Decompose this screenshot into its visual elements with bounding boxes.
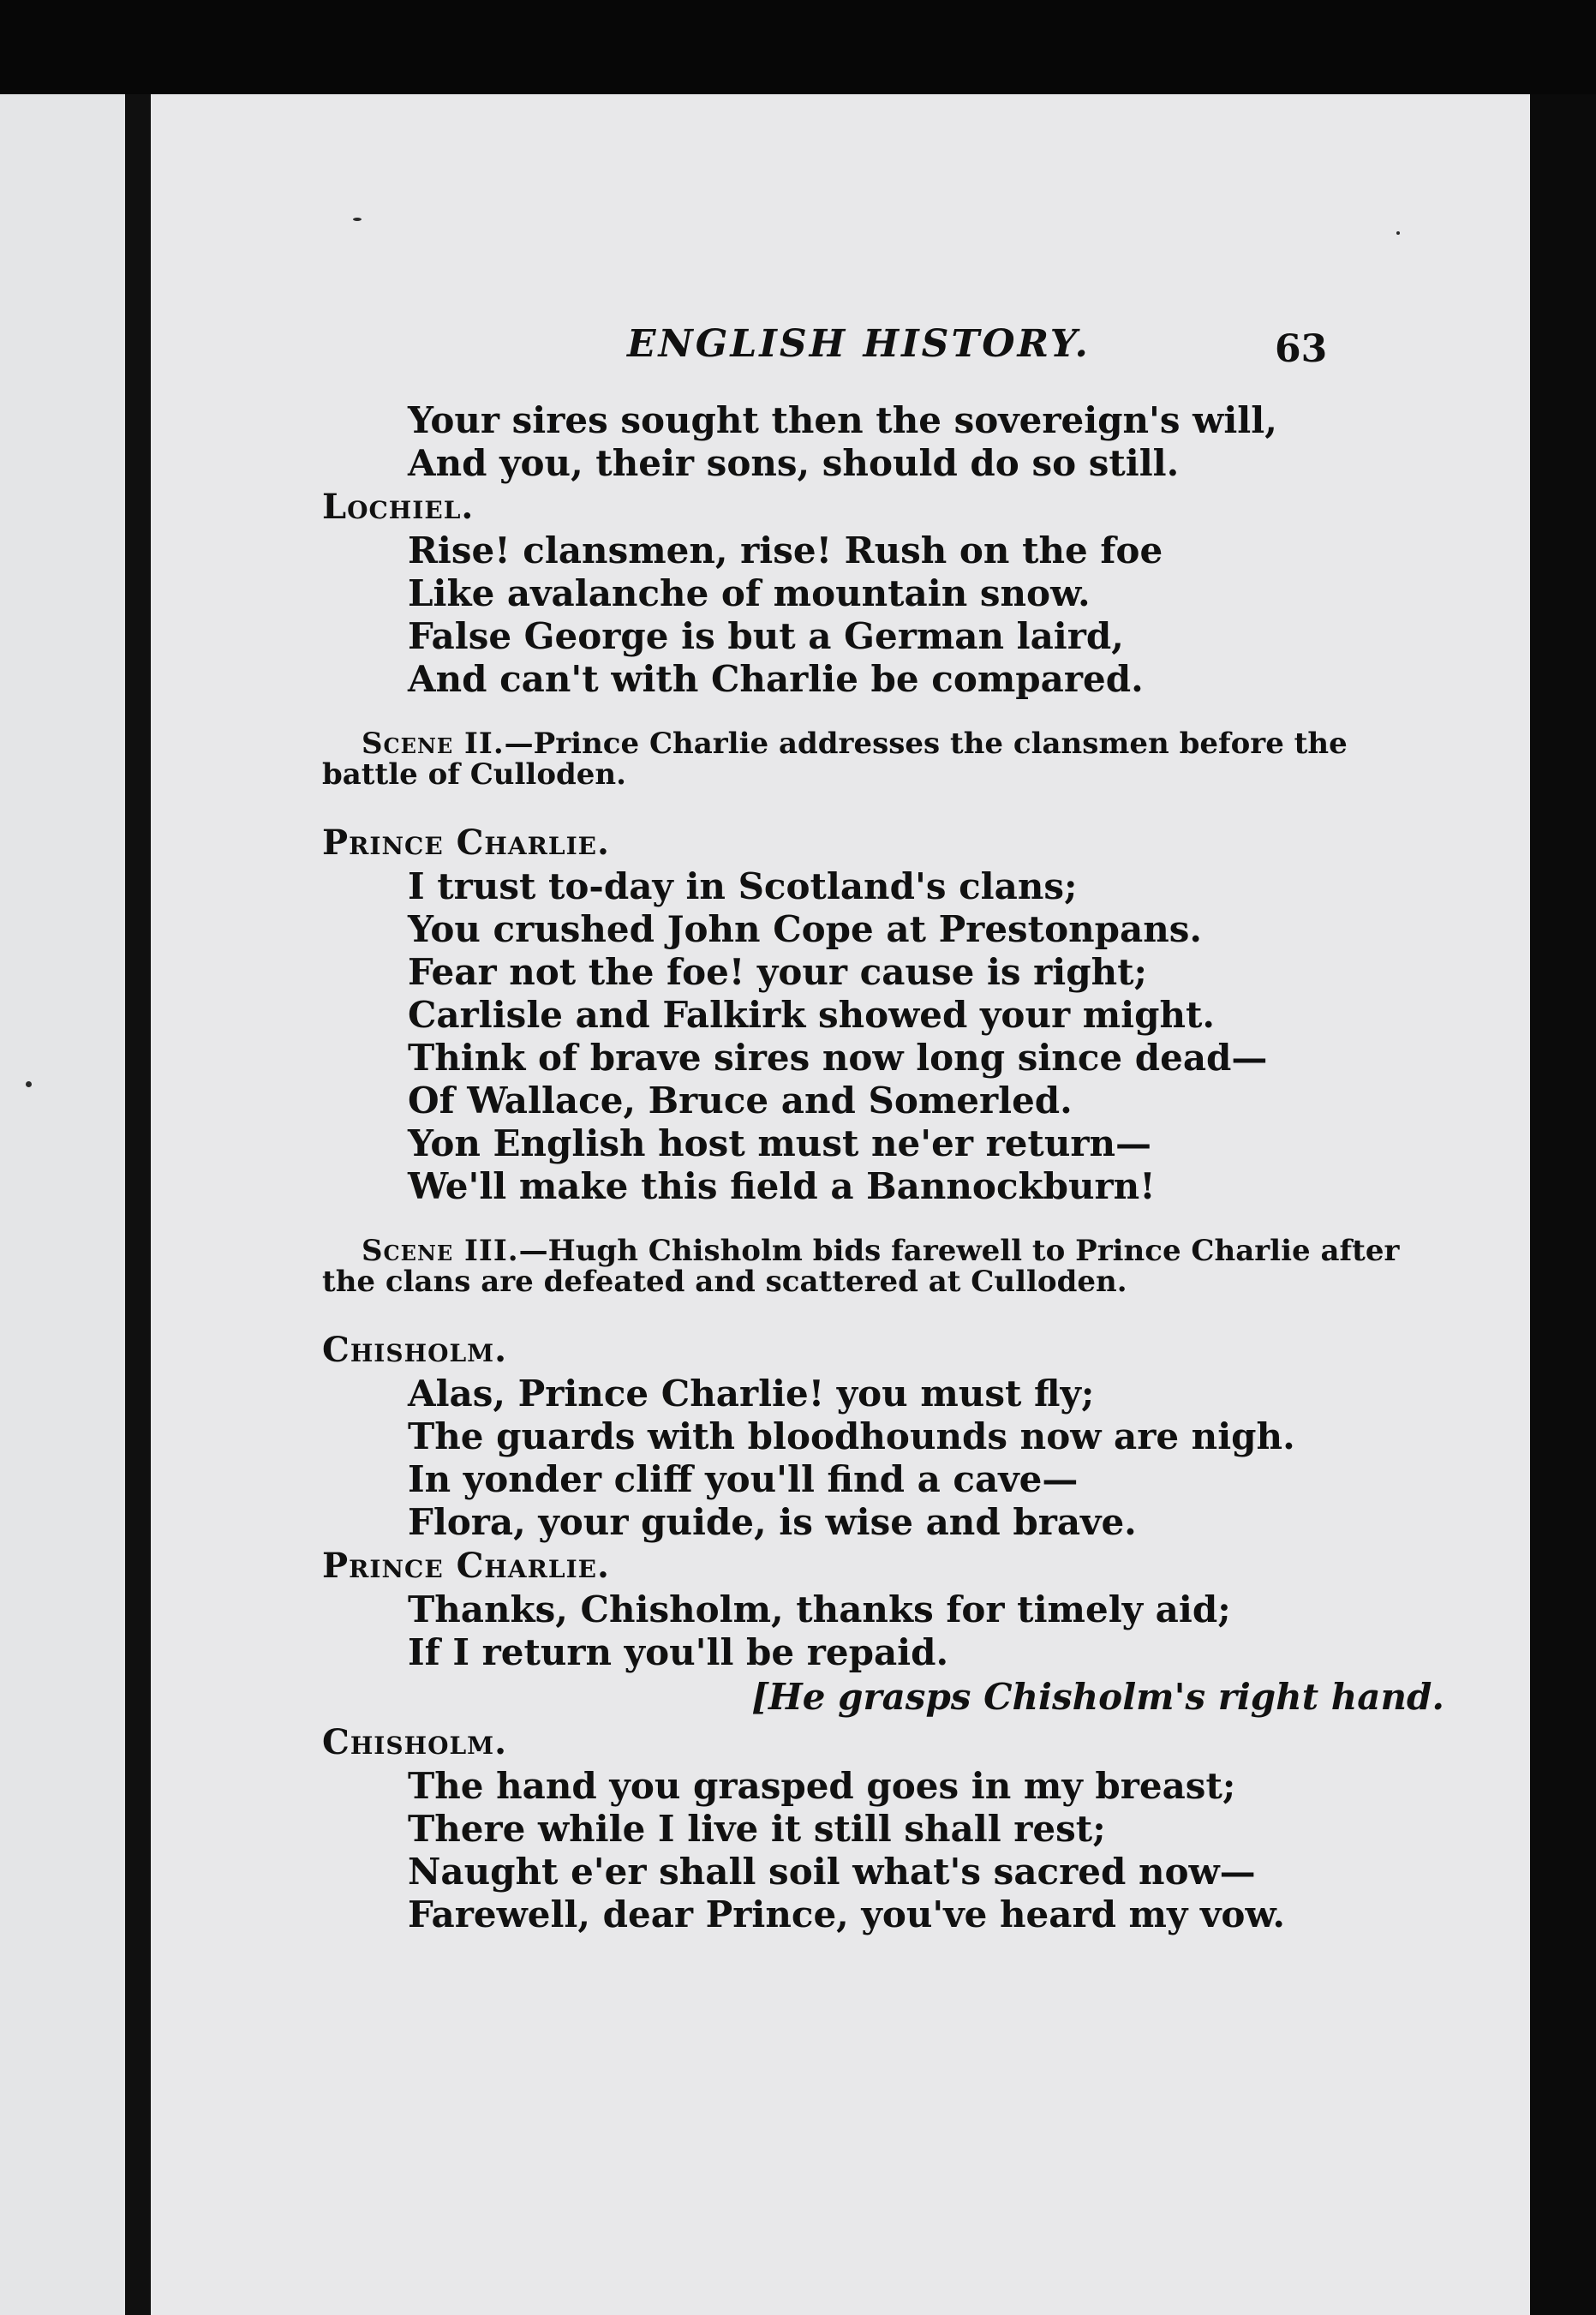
stage-direction: [He grasps Chisholm's right hand.: [751, 1676, 1444, 1718]
verse-line: The hand you grasped goes in my breast;: [408, 1765, 1236, 1807]
scene-heading: [322, 728, 1436, 790]
verse-line: Rise! clansmen, rise! Rush on the foe: [408, 529, 1163, 571]
verse-line: We'll make this field a Bannockburn!: [408, 1165, 1156, 1207]
verse-line: The guards with bloodhounds now are nigh.: [408, 1415, 1295, 1457]
book-page: [151, 94, 1530, 2315]
speaker-name: Prince Charlie.: [322, 1546, 610, 1586]
ink-speck: [353, 218, 362, 221]
verse-line: False George is but a German laird,: [408, 615, 1124, 657]
verse-line: Your sires sought then the sovereign's will,: [408, 399, 1277, 441]
verse-line: I trust to-day in Scotland's clans;: [408, 865, 1078, 907]
ink-speck: [26, 1081, 32, 1087]
verse-line: Fear not the foe! your cause is right;: [408, 951, 1148, 993]
page-number: 63: [1275, 327, 1328, 371]
verse-line: Of Wallace, Bruce and Somerled.: [408, 1080, 1073, 1122]
speaker-name: Chisholm.: [322, 1722, 508, 1762]
scene-label: Scene II.: [362, 727, 505, 761]
verse-line: Think of brave sires now long since dead—: [408, 1037, 1268, 1079]
speaker-name: Lochiel.: [322, 487, 475, 527]
verse-line: Flora, your guide, is wise and brave.: [408, 1501, 1137, 1543]
scene-description: —Hugh Chisholm bids farewell to Prince Charlie after the clans are defeated and scattered at Culloden.: [322, 1234, 1400, 1299]
verse-line: And you, their sons, should do so still.: [408, 442, 1180, 484]
right-background-edge: [1530, 94, 1596, 2315]
speech-block: [322, 529, 1444, 701]
verse-line: Alas, Prince Charlie! you must fly;: [408, 1373, 1095, 1415]
book-gutter: [125, 94, 151, 2315]
verse-line: Carlisle and Falkirk showed your might.: [408, 994, 1216, 1036]
verse-line: Like avalanche of mountain snow.: [408, 572, 1091, 614]
scene-description: —Prince Charlie addresses the clansmen before the battle of Culloden.: [322, 727, 1348, 792]
verse-line: Naught e'er shall soil what's sacred now—: [408, 1851, 1256, 1893]
left-page-edge: [0, 94, 125, 2315]
verse-continuation: [322, 399, 1444, 485]
speech-block: [322, 1373, 1444, 1544]
speech-block: [322, 1588, 1444, 1720]
verse-line: And can't with Charlie be compared.: [408, 658, 1144, 700]
page-header: [151, 322, 1530, 399]
verse-line: Farewell, dear Prince, you've heard my vow.: [408, 1893, 1285, 1935]
verse-line: There while I live it still shall rest;: [408, 1808, 1106, 1850]
speaker-name: Prince Charlie.: [322, 823, 610, 863]
verse-line: Thanks, Chisholm, thanks for timely aid;: [408, 1588, 1231, 1630]
running-title: ENGLISH HISTORY.: [627, 322, 1091, 366]
scene-heading: [322, 1235, 1436, 1297]
verse-line: Yon English host must ne'er return—: [408, 1122, 1152, 1164]
scene-label: Scene III.: [362, 1234, 519, 1268]
speaker-name: Chisholm.: [322, 1330, 508, 1370]
speech-block: [322, 1765, 1444, 1936]
verse-line: In yonder cliff you'll find a cave—: [408, 1458, 1079, 1500]
ink-speck: [1396, 231, 1400, 235]
verse-line: If I return you'll be repaid.: [408, 1631, 949, 1673]
text-column: [322, 399, 1444, 1936]
verse-line: You crushed John Cope at Prestonpans.: [408, 908, 1203, 950]
speech-block: [322, 865, 1444, 1208]
